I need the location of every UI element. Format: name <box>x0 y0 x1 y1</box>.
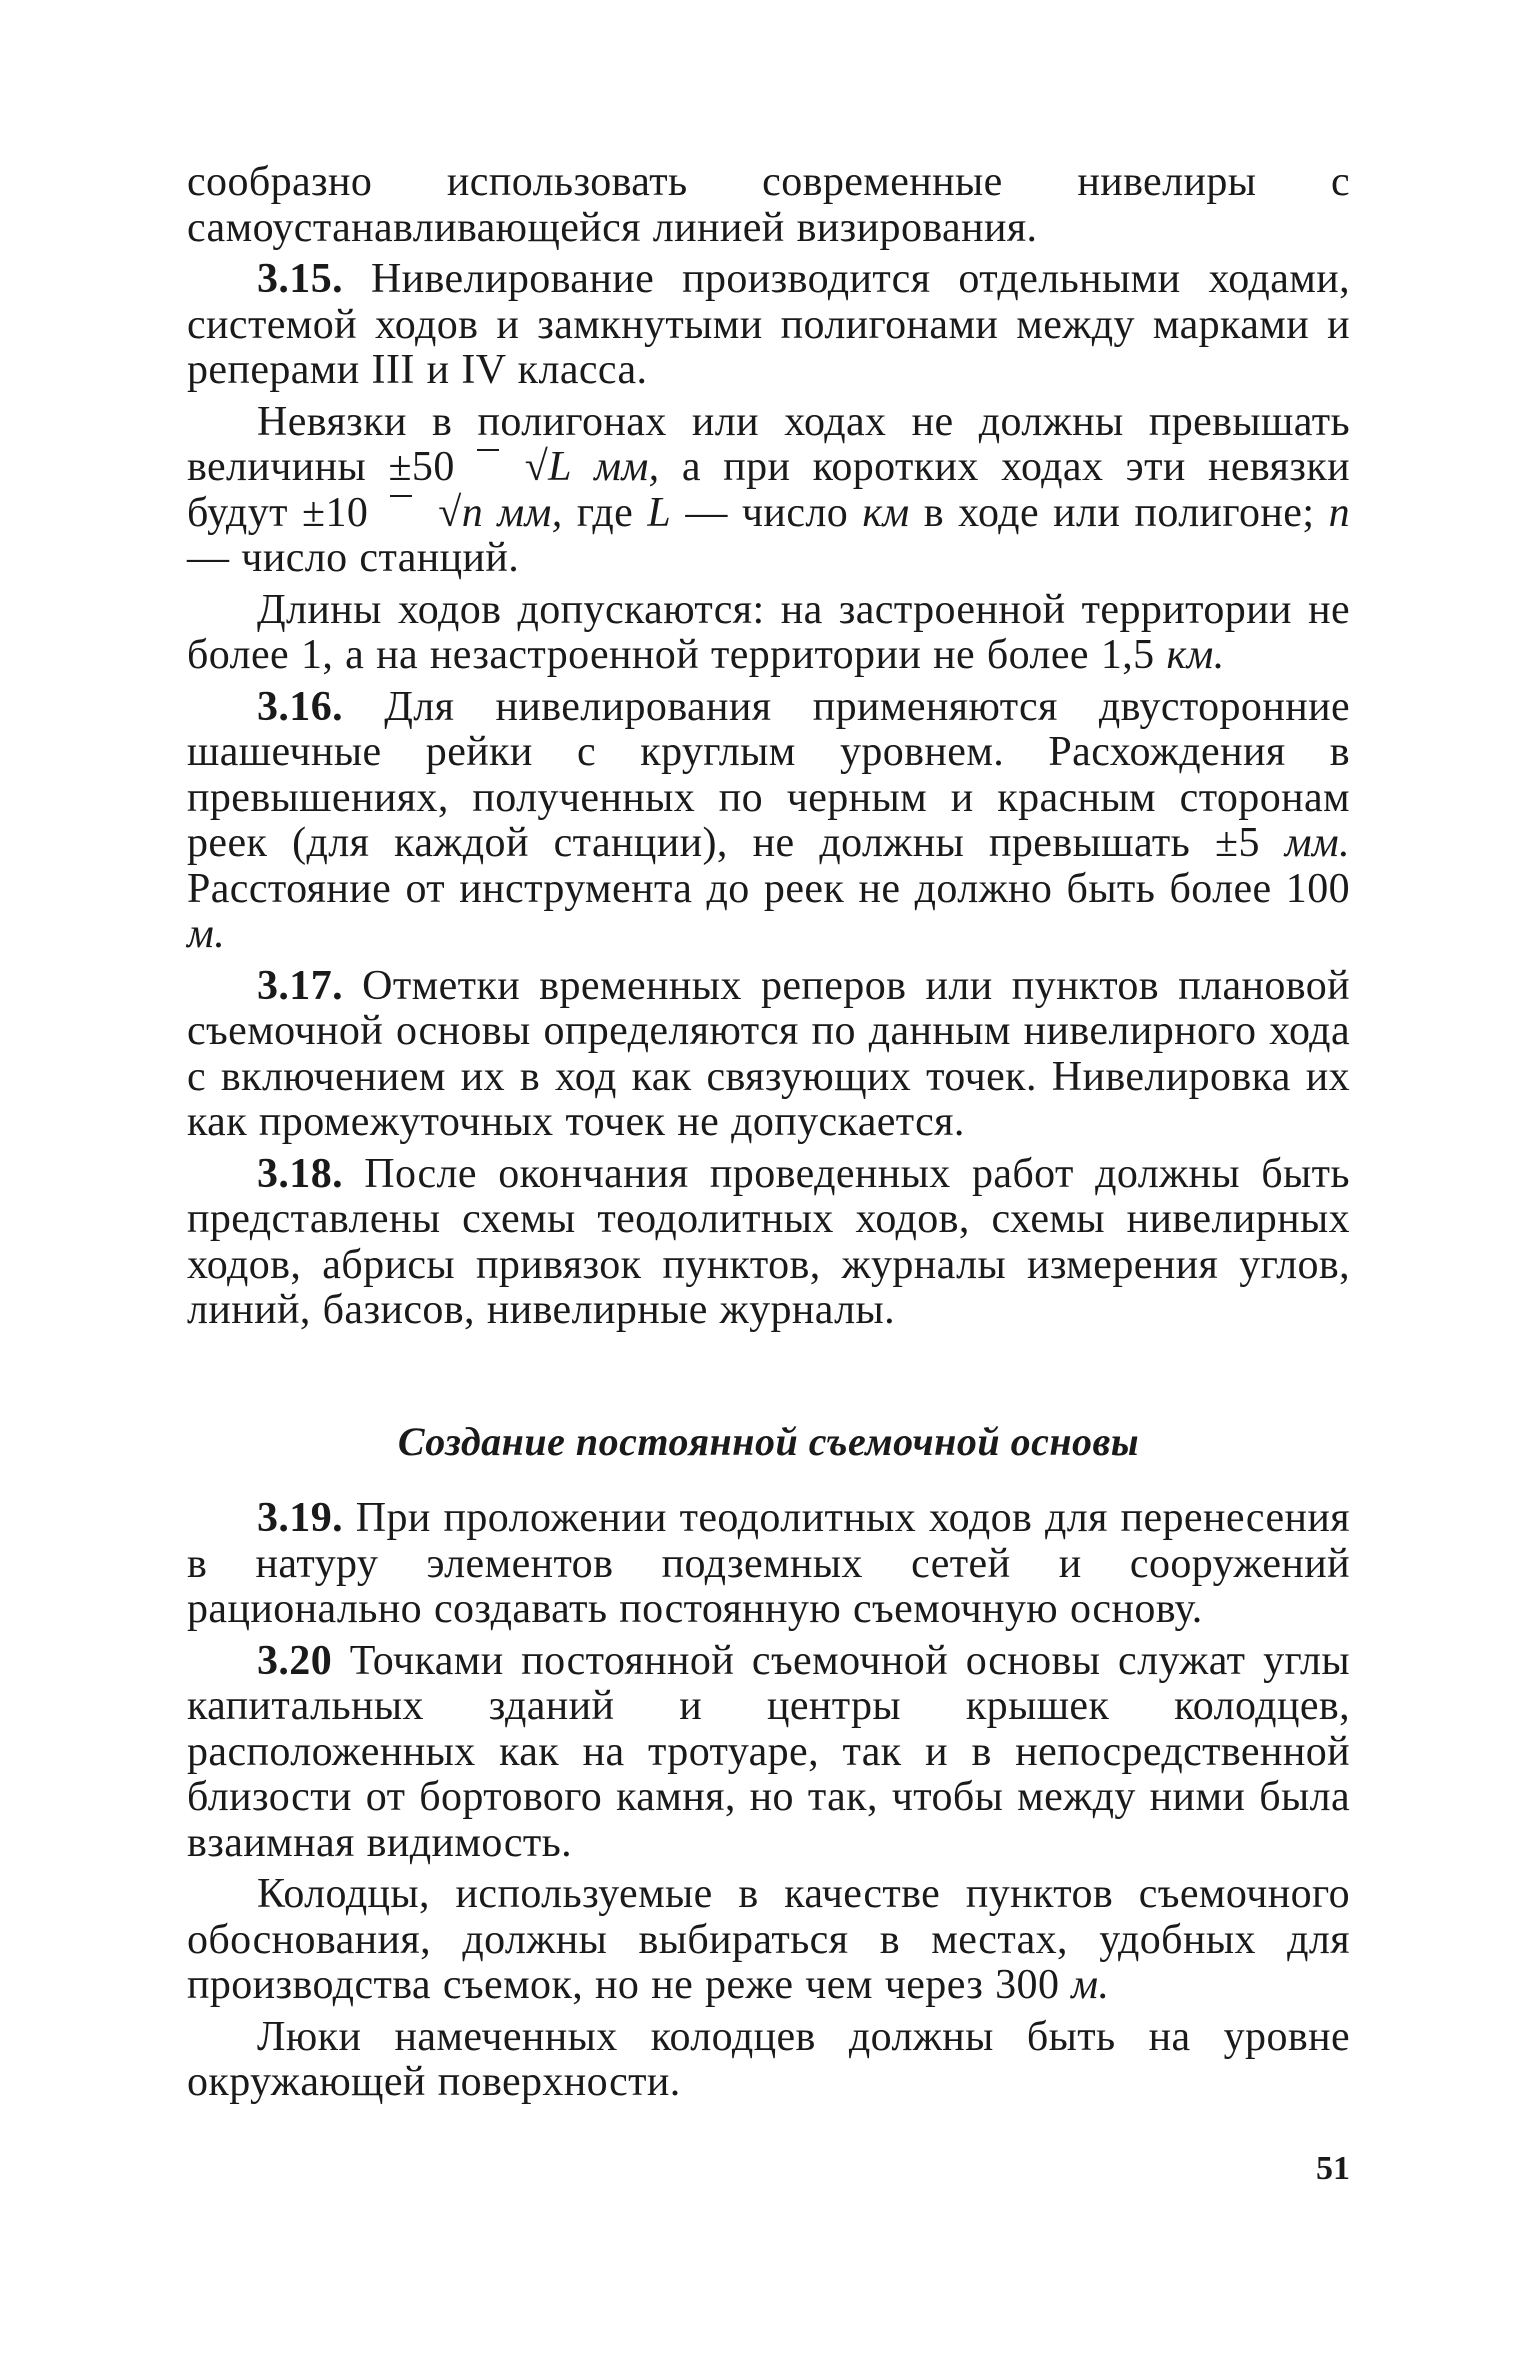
para-3-19: 3.19. При проложении теодолитных ходов для перенесения в натуру элементов подземных сетей и сооружений рационально создавать постоянную съемочную основу. <box>187 1495 1350 1632</box>
sqrt-L-symbol: √L <box>455 445 572 491</box>
para-3-16: 3.16. Для нивелирования применяются двусторонние шашечные рейки с круглым уровнем. Расхождения в превышениях, полученных по черным и красным сторонам реек (для каждой станции), не должны превышать ±5 мм. Расстояние от инструмента до реек не должно быть более 100 м. <box>187 683 1350 957</box>
section-heading: Создание постоянной съемочной основы <box>397 1419 1140 1464</box>
text-block-top <box>187 160 1350 1334</box>
para-3-18: 3.18. После окончания проведенных работ должны быть представлены схемы теодолитных ходов, схемы нивелирных ходов, абрисы привязок пунктов, журналы измерения углов, линий, базисов, нивелирные журналы. <box>187 1150 1350 1333</box>
text-block-bottom <box>187 1496 1350 2106</box>
para-intro-continuation: сообразно использовать современные нивелиры с самоустанавливающейся линией визирования. <box>187 159 1350 251</box>
clause-number: 3.18. <box>257 1150 343 1197</box>
para-3-17: 3.17. Отметки временных реперов или пунктов плановой съемочной основы определяются по данным нивелирного хода с включением их в ход как связующих точек. Нивелировка их как промежуточных точек не допускается. <box>187 962 1350 1145</box>
sqrt-n-symbol: √n <box>368 491 483 537</box>
para-3-20: 3.20 Точками постоянной съемочной основы служат углы капитальных зданий и центры крышек колодцев, расположенных как на тротуаре, так и в непосредственной близости от бортового камня, но так, чтобы между ними была взаимная видимость. <box>187 1637 1350 1866</box>
para-wells: Колодцы, используемые в качестве пунктов съемочного обоснования, должны выбираться в местах, удобных для производства съемок, но не реже чем через 300 м. <box>187 1871 1350 2008</box>
clause-number: 3.15. <box>257 256 343 302</box>
para-misclosure: Невязки в полигонах или ходах не должны превышать величины ±50 √L мм, а при коротких ходах эти невязки будут ±10 √n мм, где L — число км в ходе или полигоне; n — число станций. <box>187 398 1350 581</box>
para-3-15: 3.15. Нивелирование производится отдельными ходами, системой ходов и замкнутыми полигонами между марками и реперами III и IV класса. <box>187 256 1350 393</box>
clause-number: 3.16. <box>257 683 343 730</box>
clause-number: 3.20 <box>257 1637 333 1684</box>
page-number: 51 <box>1316 2150 1350 2187</box>
clause-number: 3.17. <box>257 962 343 1009</box>
para-lengths: Длины ходов допускаются: на застроенной территории не более 1, а на незастроенной территории не более 1,5 км. <box>187 586 1350 678</box>
clause-number: 3.19. <box>257 1495 343 1541</box>
para-hatches: Люки намеченных колодцев должны быть на уровне окружающей поверхности. <box>187 2013 1350 2105</box>
